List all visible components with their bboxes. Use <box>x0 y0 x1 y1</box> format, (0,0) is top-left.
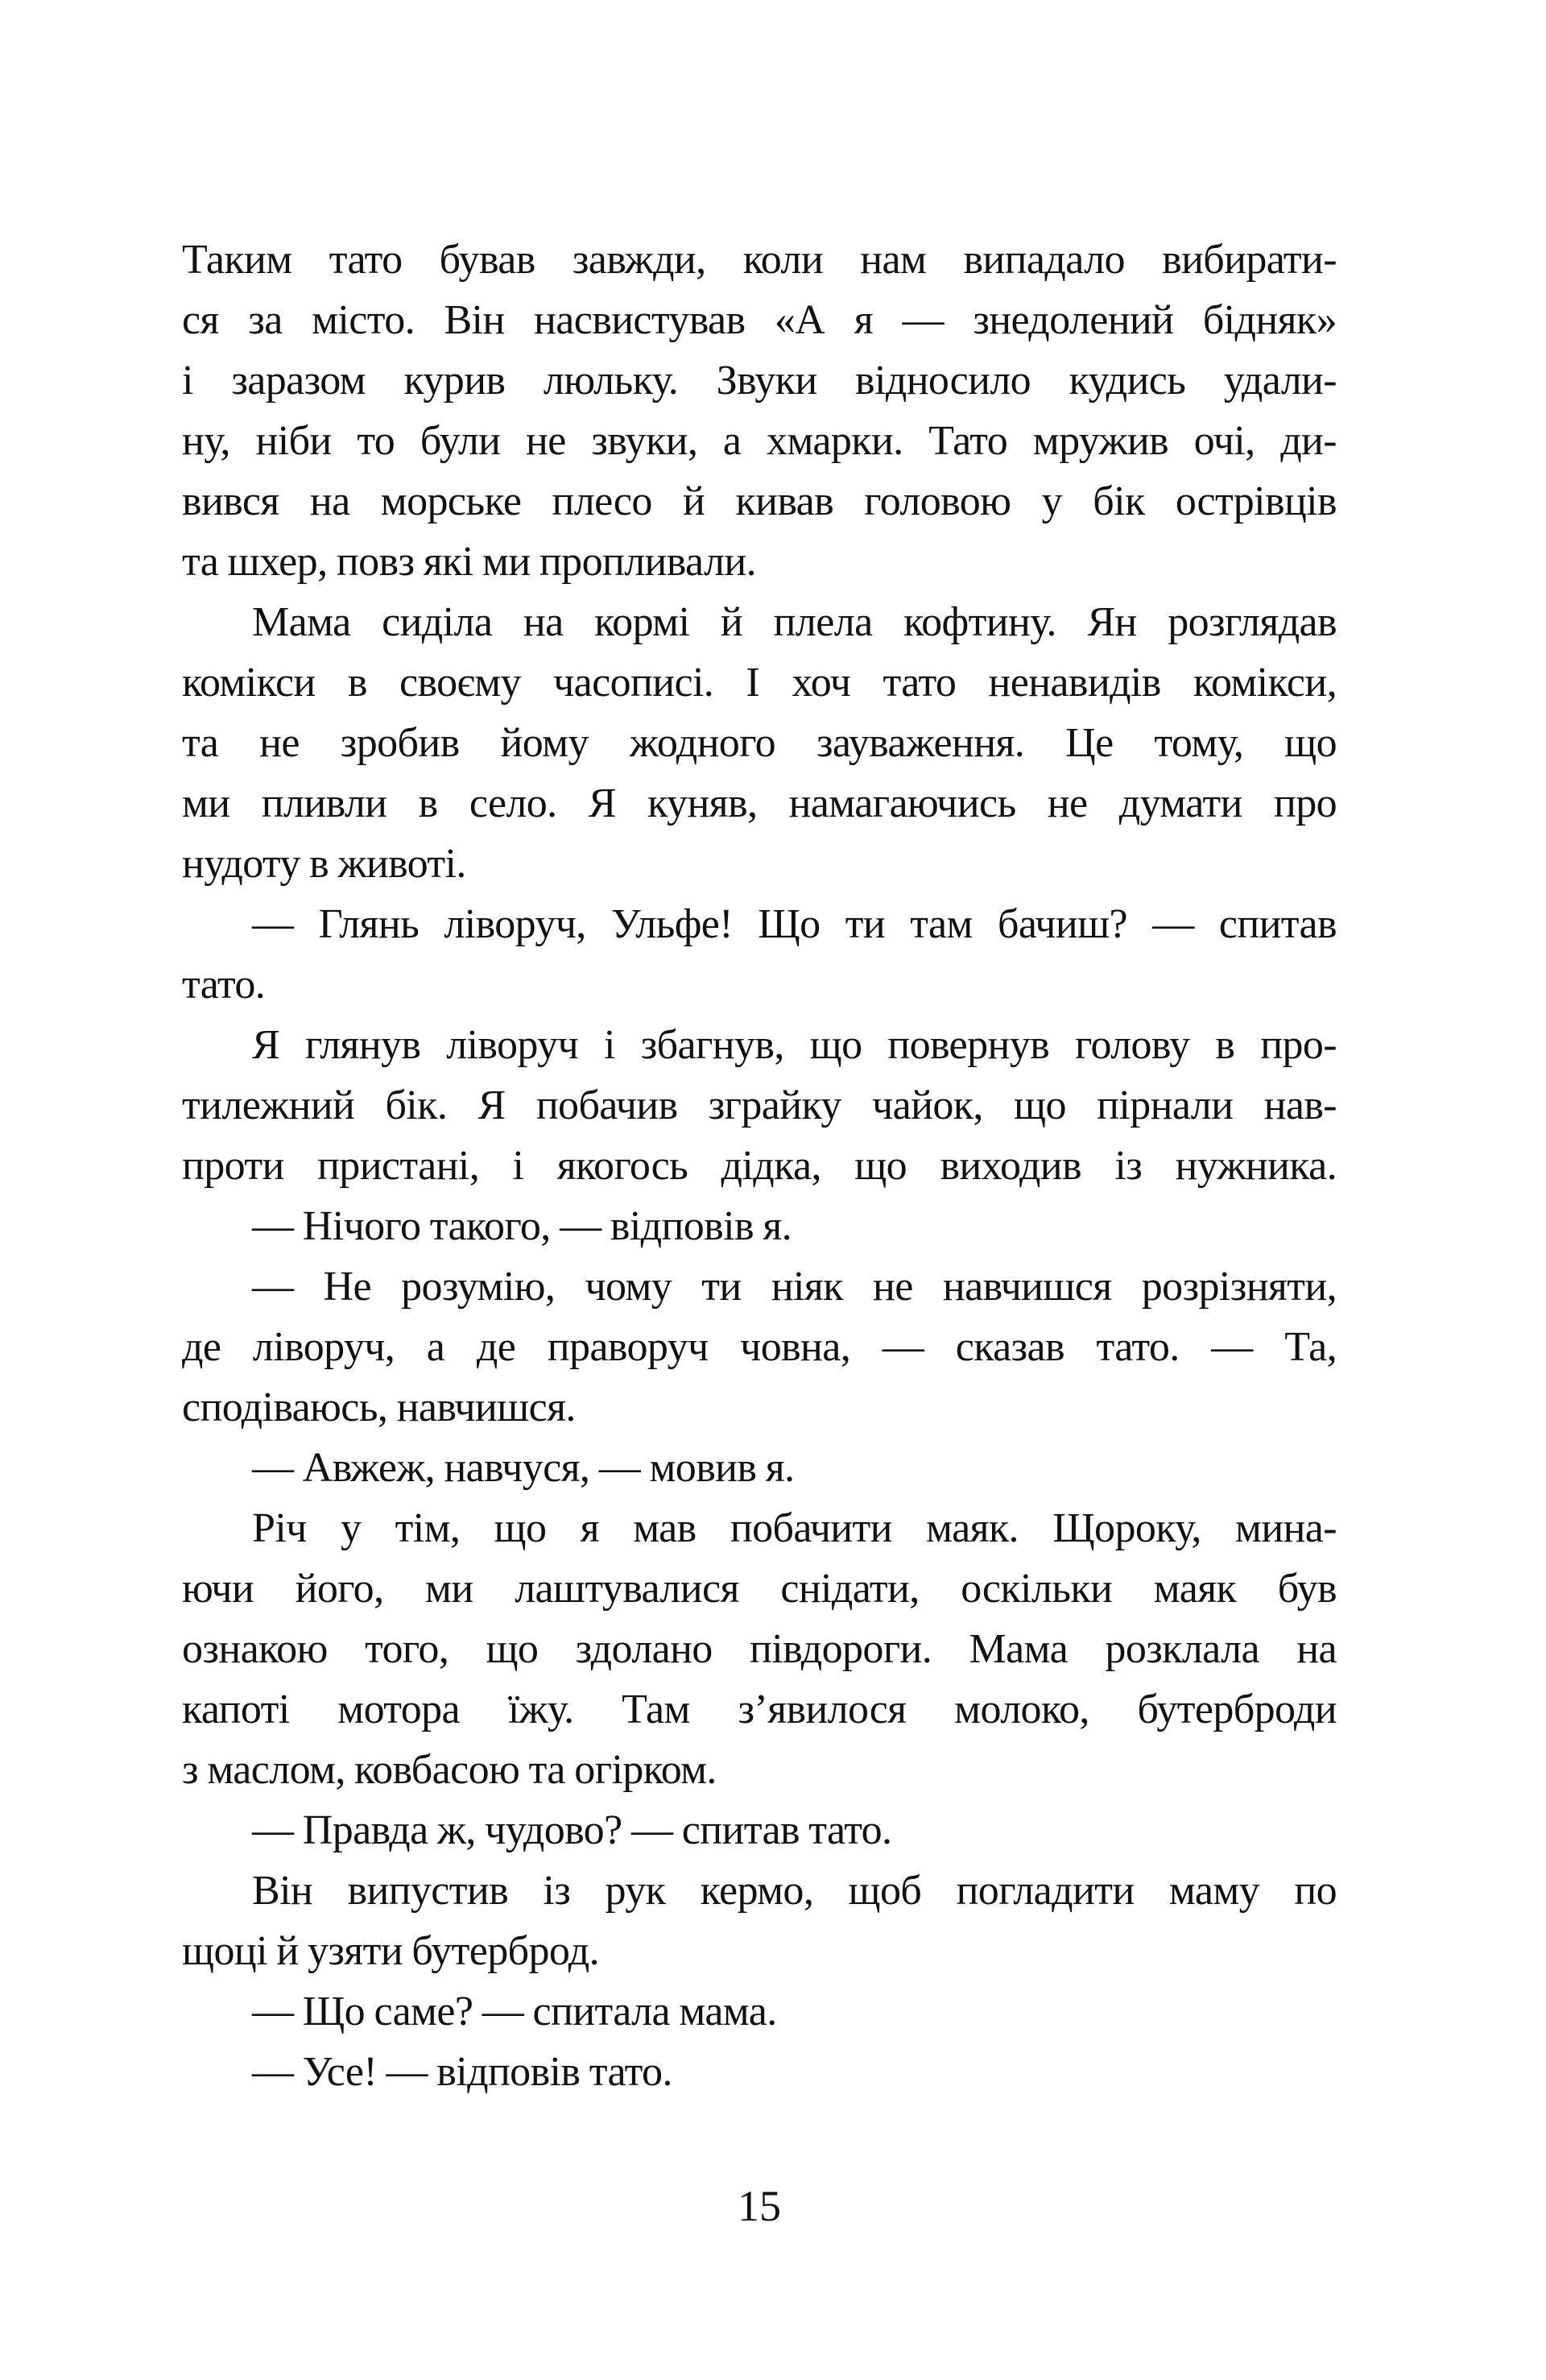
text-line: — Не розумію, чому ти ніяк не навчишся розрізняти, <box>252 1264 1337 1310</box>
text-line: проти пристані, і якогось дідка, що виходив із нужника. <box>182 1143 1337 1189</box>
text-line: Я глянув ліворуч і збагнув, що повернув голову в про- <box>252 1022 1337 1068</box>
text-line: ну, ніби то були не звуки, а хмарки. Тато мружив очі, ди- <box>182 418 1337 464</box>
text-line: — Правда ж, чудово? — спитав тато. <box>252 1807 892 1853</box>
text-line: і заразом курив люльку. Звуки відносило кудись удали- <box>182 358 1337 404</box>
text-line: ючи його, ми лаштувалися снідати, оскільки маяк був <box>182 1566 1337 1612</box>
text-line: та не зробив йому жодного зауваження. Це тому, що <box>182 720 1337 766</box>
text-line: сподіваюсь, навчишся. <box>182 1385 576 1430</box>
text-line: — Авжеж, навчуся, — мовив я. <box>252 1445 795 1491</box>
text-line: Річ у тім, що я мав побачити маяк. Щороку, мина- <box>252 1505 1337 1551</box>
text-line: нудоту в животі. <box>182 841 466 887</box>
text-line: з маслом, ковбасою та огірком. <box>182 1747 717 1793</box>
page-number: 15 <box>738 2182 781 2230</box>
text-line: — Глянь ліворуч, Ульфе! Що ти там бачиш? — спитав <box>252 901 1337 947</box>
text-line: ся за місто. Він насвистував «А я — знедолений бідняк» <box>182 297 1337 343</box>
text-line: — Нічого такого, — відповів я. <box>252 1203 792 1249</box>
text-line: Таким тато бував завжди, коли нам випадало вибирати- <box>182 237 1337 283</box>
text-line: вився на морське плесо й кивав головою у бік острівців <box>182 478 1337 524</box>
text-line: комікси в своєму часописі. І хоч тато ненавидів комікси, <box>182 660 1337 706</box>
text-line: ми пливли в село. Я куняв, намагаючись не думати про <box>182 780 1337 826</box>
text-line: ознакою того, що здолано півдороги. Мама розклала на <box>182 1626 1337 1672</box>
text-line: Мама сиділа на кормі й плела кофтину. Ян розглядав <box>252 599 1337 645</box>
text-line: щоці й узяти бутерброд. <box>182 1928 600 1974</box>
text-line: де ліворуч, а де праворуч човна, — сказав тато. — Та, <box>182 1324 1337 1370</box>
text-line: — Що саме? — спитала мама. <box>252 1989 777 2034</box>
text-line: капоті мотора їжу. Там з’явилося молоко, бутерброди <box>182 1687 1337 1732</box>
text-line: та шхер, повз які ми пропливали. <box>182 539 756 585</box>
text-line: тилежний бік. Я побачив зграйку чайок, що пірнали нав- <box>182 1082 1337 1128</box>
text-line: Він випустив із рук кермо, щоб погладити маму по <box>252 1868 1337 1914</box>
text-line: тато. <box>182 962 266 1008</box>
text-line: — Усе! — відповів тато. <box>252 2049 672 2095</box>
